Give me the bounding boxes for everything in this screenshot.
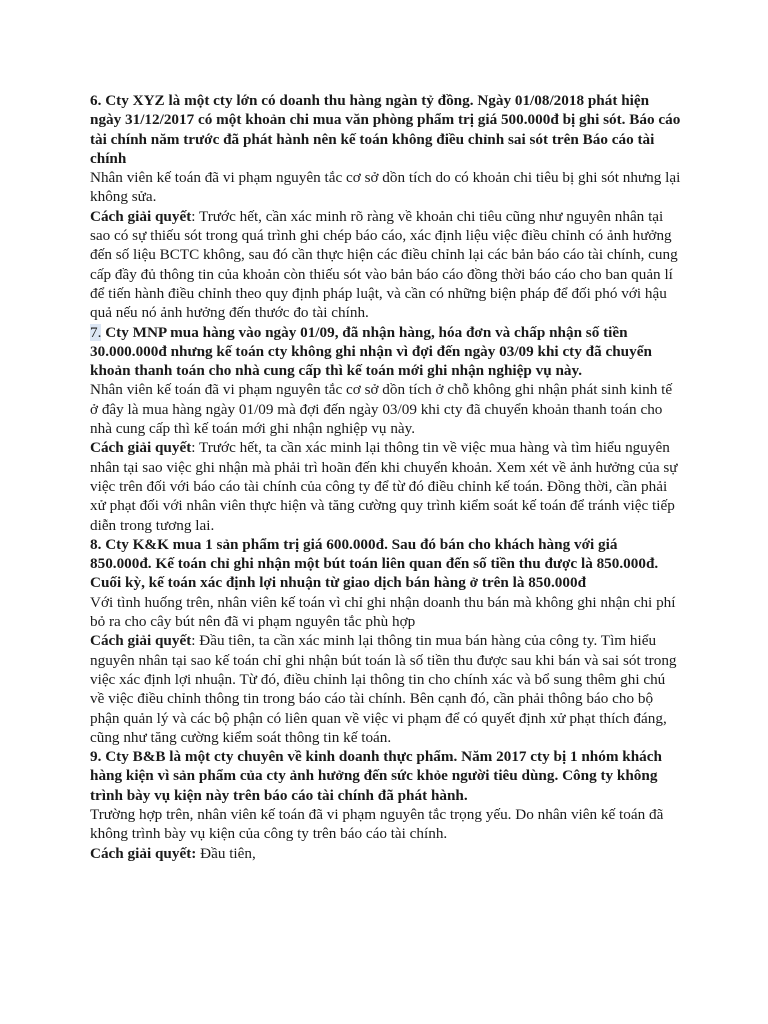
solution-8 — [90, 631, 682, 747]
analysis-8: Với tình huống trên, nhân viên kế toán vì chỉ ghi nhận doanh thu bán mà không ghi nhận chi phí bỏ ra cho cây bút nên đã vi phạm nguyên tắc phù hợp — [90, 593, 676, 631]
solution-text-8: : Đầu tiên, ta cần xác minh lại thông tin mua bán hàng của công ty. Tìm hiểu nguyên nhân tại sao kế toán chỉ ghi nhận bút toán là số tiền thu được sau khi bán và sai sót trong việc xác định lợi nhuận. Từ đó, điều chỉnh lại thông tin cho chính xác và bổ sung thêm ghi chú về việc điều chỉnh thông tin trong báo cáo tài chính. Bên cạnh đó, cần phải thông báo cho bộ phận quản lý và các bộ phận có liên quan về việc vi phạm để có quyết định xử phạt thích đáng, cũng như tăng cường kiểm soát thông tin kế toán. — [90, 632, 677, 746]
analysis-9: Trường hợp trên, nhân viên kế toán đã vi phạm nguyên tắc trọng yếu. Do nhân viên kế toán đã không trình bày vụ kiện của công ty trên báo cáo tài chính. — [90, 805, 664, 843]
solution-label-7: Cách giải quyết — [90, 439, 192, 457]
question-6: 6. Cty XYZ là một cty lớn có doanh thu hàng ngàn tỷ đồng. Ngày 01/08/2018 phát hiện ngày 31/12/2017 có một khoản chi mua văn phòng phẩm trị giá 500.000đ bị ghi sót. Báo cáo tài chính năm trước đã phát hành nên kế toán không điều chỉnh sai sót trên Báo cáo tài chính — [90, 92, 681, 167]
question-7 — [90, 323, 682, 381]
solution-text-6: : Trước hết, cần xác minh rõ ràng về khoản chi tiêu cũng như nguyên nhân tại sao có sự thiếu sót trong quá trình ghi chép báo cáo, xác định liệu việc điều chỉnh có ảnh hưởng đến số liệu BCTC không, sau đó cần thực hiện các điều chỉnh lại các bản báo cáo tài chính, cung cấp đầy đủ thông tin của khoản còn thiếu sót vào bản báo cáo đồng thời báo cáo cho ban quản lí để tiến hành điều chỉnh theo quy định pháp luật, và cần có những biện pháp để đối phó với hậu quả nếu nó ảnh hưởng đến thước đo tài chính. — [90, 207, 678, 322]
solution-label-8: Cách giải quyết — [90, 632, 192, 650]
solution-text-7: : Trước hết, ta cần xác minh lại thông tin về việc mua hàng và tìm hiểu nguyên nhân tại sao việc ghi nhận mà phải trì hoãn đến khi chuyển khoản. Xem xét về ảnh hưởng của sự việc trên đối với báo cáo tài chính của công ty để từ đó điều chỉnh kế toán. Đồng thời, cần phải xử phạt đối với nhân viên thực hiện và tăng cường quy trình kiểm soát kế toán để tránh việc tiếp diễn trong tương lai. — [90, 439, 678, 534]
solution-label-6: Cách giải quyết — [90, 207, 192, 225]
question-7-text: Cty MNP mua hàng vào ngày 01/09, đã nhận hàng, hóa đơn và chấp nhận số tiền 30.000.000đ nhưng kế toán cty không ghi nhận vì đợi đến ngày 03/09 khi cty đã chuyển khoản thanh toán cho nhà cung cấp thì kế toán mới ghi nhận nghiệp vụ này. — [90, 323, 652, 380]
analysis-6: Nhân viên kế toán đã vi phạm nguyên tắc cơ sở dồn tích do có khoản chi tiêu bị ghi sót nhưng lại không sửa. — [90, 169, 681, 206]
document-page — [90, 91, 682, 863]
question-9: 9. Cty B&B là một cty chuyên về kinh doanh thực phẩm. Năm 2017 cty bị 1 nhóm khách hàng kiện vì sản phẩm của cty ảnh hưởng đến sức khỏe người tiêu dùng. Công ty không trình bày vụ kiện này trên báo cáo tài chính đã phát hành. — [90, 748, 662, 804]
analysis-7: Nhân viên kế toán đã vi phạm nguyên tắc cơ sở dồn tích ở chỗ không ghi nhận phát sinh kinh tế ở đây là mua hàng ngày 01/09 mà đợi đến ngày 03/09 khi cty đã chuyển khoản thanh toán cho nhà cung cấp thì kế toán mới ghi nhận nghiệp vụ này. — [90, 381, 673, 438]
question-8: 8. Cty K&K mua 1 sản phẩm trị giá 600.000đ. Sau đó bán cho khách hàng với giá 850.000đ. Kế toán chỉ ghi nhận một bút toán liên quan đến số tiền thu được là 850.000đ. Cuối kỳ, kế toán xác định lợi nhuận từ giao dịch bán hàng ở trên là 850.000đ — [90, 535, 659, 592]
solution-text-9: Đầu tiên, — [196, 844, 256, 862]
solution-6 — [90, 207, 682, 323]
solution-7 — [90, 438, 682, 534]
solution-label-9: Cách giải quyết: — [90, 844, 197, 862]
question-7-number: 7. — [90, 323, 102, 341]
solution-9 — [90, 844, 682, 863]
